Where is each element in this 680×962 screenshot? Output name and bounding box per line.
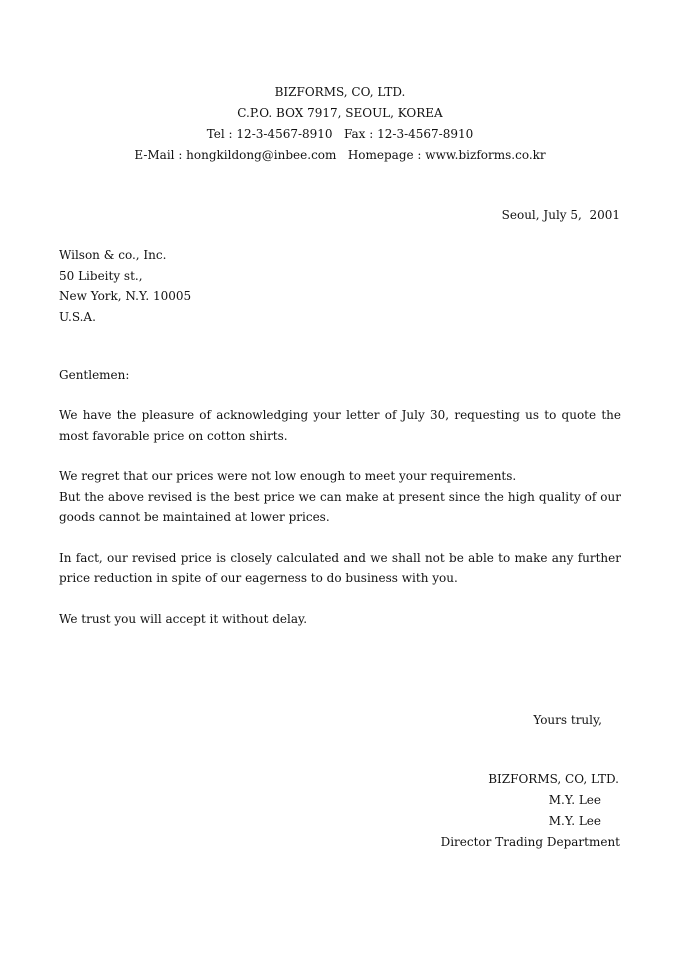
signature-title: Director Trading Department [440, 835, 620, 849]
paragraph-line: goods cannot be maintained at lower prices. [59, 510, 330, 524]
recipient-line: U.S.A. [59, 309, 96, 324]
paragraph-3 [59, 548, 621, 589]
recipient-line: New York, N.Y. 10005 [59, 289, 192, 303]
signature-name: M.Y. Lee [548, 814, 601, 828]
paragraph-line: price reduction in spite of our eagerness to do business with you. [59, 571, 458, 585]
paragraph-line: We have the pleasure of acknowledging your letter of July 30, requesting us to quote the [59, 408, 621, 422]
recipient-line: Wilson & co., Inc. [59, 248, 167, 262]
paragraph-4 [59, 609, 621, 630]
letter-date: Seoul, July 5, 2001 [501, 208, 620, 222]
paragraph-line: We trust you will accept it without delay. [59, 611, 308, 626]
letter-body [59, 405, 621, 649]
letterhead-phone-fax: Tel : 12-3-4567-8910 Fax : 12-3-4567-8910 [206, 127, 474, 141]
letterhead-address: C.P.O. BOX 7917, SEOUL, KOREA [237, 106, 443, 120]
paragraph-2 [59, 466, 621, 528]
signature-company: BIZFORMS, CO, LTD. [488, 772, 619, 786]
paragraph-line: most favorable price on cotton shirts. [59, 428, 288, 443]
recipient-address [59, 245, 191, 327]
complimentary-close: Yours truly, [533, 713, 602, 727]
letterhead-company: BIZFORMS, CO, LTD. [274, 85, 406, 99]
signature-name: M.Y. Lee [548, 793, 601, 807]
paragraph-1 [59, 405, 621, 446]
paragraph-line: In fact, our revised price is closely calculated and we shall not be able to make any further [59, 550, 621, 565]
recipient-line: 50 Libeity st., [59, 268, 143, 283]
letterhead-email-homepage: E-Mail : hongkildong@inbee.com Homepage : www.bizforms.co.kr [134, 148, 546, 162]
letterhead [0, 82, 680, 166]
salutation: Gentlemen: [59, 368, 130, 382]
paragraph-line: But the above revised is the best price we can make at present since the high quality of our [59, 489, 621, 504]
paragraph-line: We regret that our prices were not low enough to meet your requirements. [59, 469, 517, 483]
signature-block [441, 769, 620, 853]
